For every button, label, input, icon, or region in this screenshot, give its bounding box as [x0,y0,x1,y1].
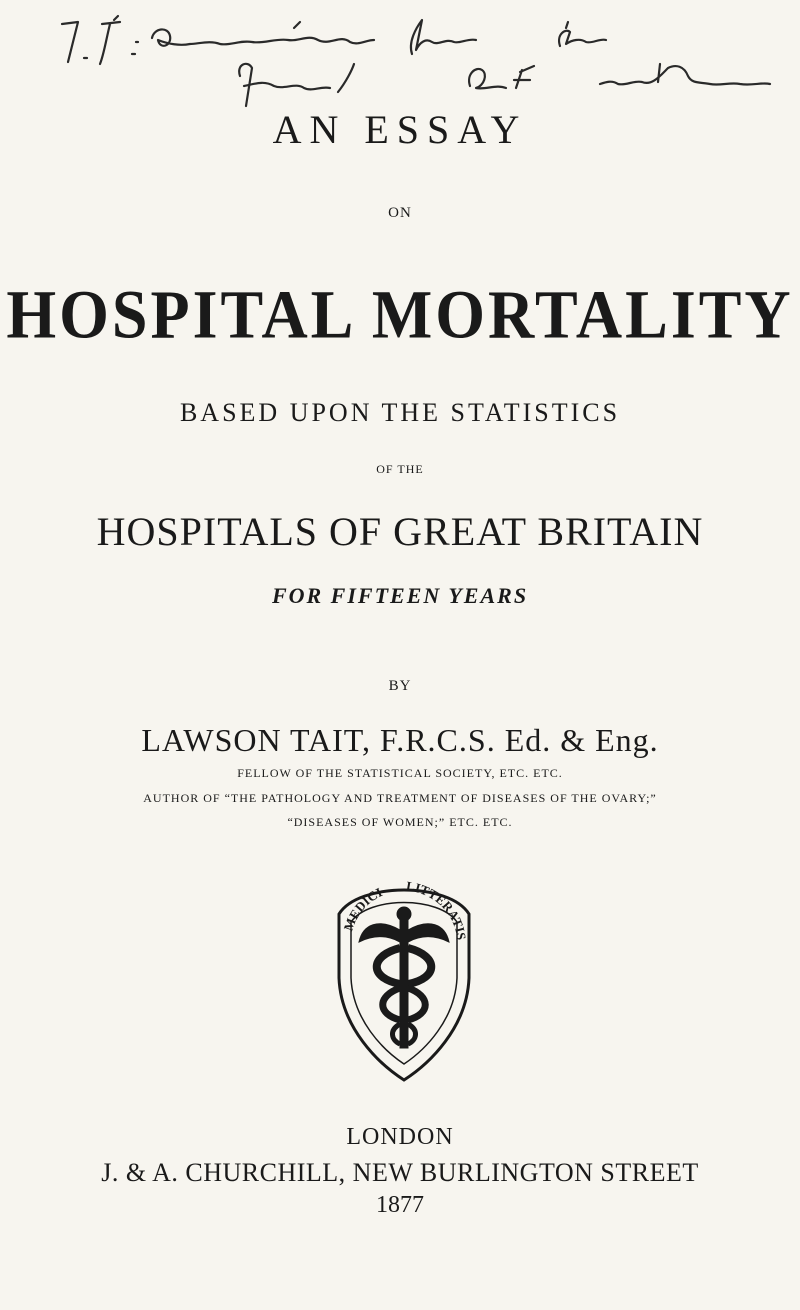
imprint-publisher: J. & A. CHURCHILL, NEW BURLINGTON STREET [101,1158,699,1187]
subtitle-of-the: OF THE [376,462,424,476]
seal-left-text: MEDICI [340,884,385,933]
author-fellow: FELLOW OF THE STATISTICAL SOCIETY, ETC. ETC. [237,766,563,780]
imprint-year: 1877 [376,1192,424,1218]
on-label: ON [388,205,412,221]
author-name: LAWSON TAIT, F.R.C.S. Ed. & Eng. [141,722,659,758]
main-title: HOSPITAL MORTALITY [6,276,794,353]
by-label: BY [388,678,412,694]
seal-right-text: LITTERATIS [405,878,470,941]
imprint-city: LONDON [346,1124,454,1150]
essay-label: AN ESSAY [272,107,528,152]
subtitle-fifteen-years: FOR FIFTEEN YEARS [271,583,529,608]
author-works-line2: “DISEASES OF WOMEN;” ETC. ETC. [287,815,513,829]
subtitle-hospitals-great-britain: HOSPITALS OF GREAT BRITAIN [96,509,704,554]
handwritten-inscription [40,10,780,110]
subtitle-based-upon: BASED UPON THE STATISTICS [179,398,621,427]
caduceus-shield-icon [329,868,479,1088]
author-works-line1: AUTHOR OF “THE PATHOLOGY AND TREATMENT OF DISEASES OF THE OVARY;” [143,791,657,805]
